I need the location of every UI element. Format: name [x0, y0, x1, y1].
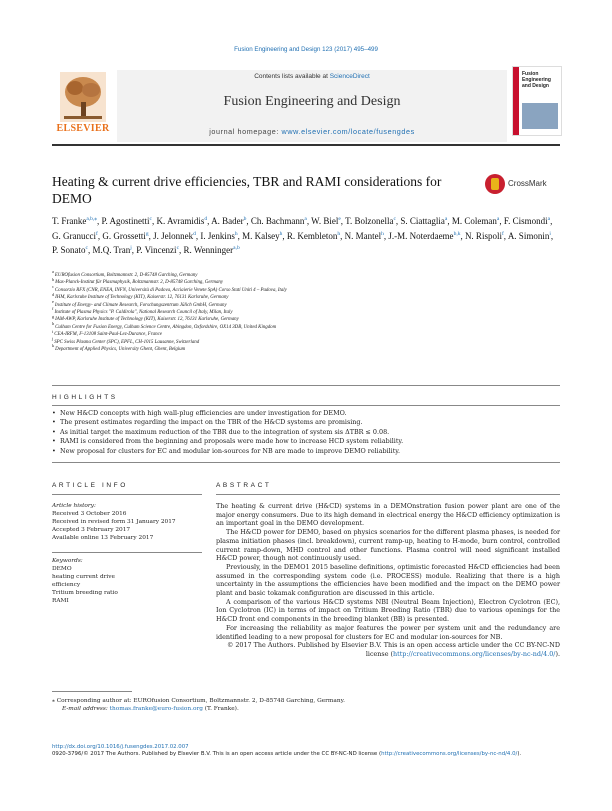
author[interactable] — [251, 216, 307, 226]
author-affiliation-sup[interactable]: a,b — [233, 245, 240, 252]
affiliation-list — [52, 269, 562, 353]
contents-prefix: Contents lists available at — [254, 73, 330, 80]
author-affiliation-sup[interactable]: h — [381, 230, 384, 237]
homepage-line — [117, 127, 507, 136]
journal-cover-thumbnail — [512, 66, 562, 136]
highlights-heading: HIGHLIGHTS — [52, 394, 118, 401]
homepage-link[interactable]: www.elsevier.com/locate/fusengdes — [281, 127, 415, 136]
cover-stripe — [513, 67, 519, 135]
license-close: ). — [555, 649, 560, 658]
author[interactable] — [52, 216, 97, 226]
affiliation — [52, 299, 562, 312]
keyword: heating current drive — [52, 574, 115, 580]
author-name: G. Grossetti — [102, 230, 146, 241]
author-affiliation-sup[interactable]: a — [496, 216, 500, 222]
author[interactable] — [157, 216, 208, 226]
author-name: K. Avramidis — [156, 216, 205, 226]
affiliation-text: IAM-AWP, Karlsruhe Institute of Technology (KIT), Kaiserstr. 12, 76131 Karlsruhe, Germany — [55, 317, 239, 323]
author[interactable] — [287, 231, 340, 241]
bullet-icon: • — [52, 446, 56, 455]
highlight-text: The present estimates regarding the impact on the TBR of the H&CD systems are promising. — [60, 418, 363, 427]
history-online: Available online 13 February 2017 — [52, 535, 154, 541]
email-line — [52, 705, 452, 713]
author-affiliation-sup[interactable]: h — [234, 230, 238, 237]
bullet-icon: • — [52, 409, 56, 417]
highlight-text: RAMI is considered from the beginning and proposals were made how to increase HCD system reliability. — [60, 437, 404, 446]
abstract-license — [216, 641, 560, 658]
author-name: N. Rispoli — [464, 230, 502, 241]
author[interactable] — [200, 231, 237, 241]
author[interactable] — [242, 231, 282, 241]
affiliation-key: g — [52, 313, 55, 319]
author[interactable] — [465, 231, 504, 241]
author-affiliation-sup[interactable]: i — [549, 230, 551, 237]
keywords-rule — [52, 552, 202, 553]
author-affiliation-sup[interactable]: f — [501, 230, 504, 237]
crossmark-button[interactable] — [485, 174, 563, 196]
author-name: A. Bader — [211, 216, 244, 226]
bottom-license-close: ). — [517, 751, 522, 758]
affiliation-text: Department of Applied Physics, University Ghent, Ghent, Belgium — [55, 347, 186, 353]
author-name: M. Coleman — [451, 216, 497, 226]
license-link[interactable]: http://creativecommons.org/licenses/by-nc-nd/4.0/ — [393, 649, 556, 658]
keyword: efficiency — [52, 582, 81, 588]
crossmark-label: CrossMark — [508, 179, 547, 188]
highlight-text: As initial target the maximum reduction of the TBR due to the integration of system sis ΔTBR ≤ 0.08. — [60, 427, 390, 436]
author-affiliation-sup[interactable]: d — [193, 230, 196, 237]
author[interactable] — [153, 231, 196, 241]
highlights-list — [52, 409, 560, 456]
history-label: Article history: — [52, 503, 96, 509]
abstract-body — [216, 502, 560, 659]
affiliation-key: a — [52, 269, 54, 275]
author-name: W. Biel — [311, 216, 339, 226]
abstract-heading: ABSTRACT — [216, 482, 272, 489]
keywords-label: Keywords: — [52, 558, 83, 564]
author[interactable] — [52, 231, 98, 241]
author-affiliation-sup[interactable]: c — [85, 245, 88, 252]
affiliation-key: d — [52, 291, 55, 297]
author-name: R. Kembleton — [286, 230, 338, 241]
affiliation-key: h — [52, 321, 55, 327]
highlights-rule — [52, 405, 560, 406]
abstract-paragraph: Previously, in the DEMO1 2015 baseline definitions, optimistic forecasted H&CD efficiencies had been assumed in the corresponding system code (i.e. PROCESS) module. Realizing that there is a high uncertainty in the assumptions the efficiencies have been modified and the impact on the DEMO power plant and basic tokamak configuration are discussed in this article. — [216, 562, 560, 598]
bullet-icon: • — [52, 437, 56, 446]
bottom-license-link[interactable]: http://creativecommons.org/licenses/by-nc-nd/4.0/ — [381, 751, 518, 758]
article-info-rule — [52, 494, 202, 495]
article-history — [52, 502, 202, 542]
cover-title: Fusion Engineering and Design — [522, 71, 551, 89]
highlight-text: New proposal for clusters for EC and modular ion-sources for NB are made to improve DEMO reliability. — [60, 446, 401, 455]
author[interactable] — [508, 231, 551, 241]
affiliation — [52, 284, 562, 294]
crossmark-icon — [485, 174, 505, 194]
homepage-prefix: journal homepage: — [209, 127, 282, 136]
author-name: Ch. Bachmann — [250, 216, 305, 226]
author-name: R. Wenninger — [183, 245, 234, 256]
author-affiliation-sup[interactable]: a — [304, 216, 307, 222]
author-affiliation-sup[interactable]: c — [176, 245, 180, 252]
header-divider — [52, 144, 560, 146]
abstract-paragraph: For increasing the reliability as major features the power per system unit and the redundancy are identified leading to a new proposal for clusters for EC and modular ion-sources for NB. — [216, 623, 560, 641]
history-accepted: Accepted 3 February 2017 — [52, 527, 131, 533]
affiliation — [52, 269, 562, 279]
author-name: A. Simonin — [507, 230, 550, 241]
article-title: Heating & current drive efficiencies, TBR and RAMI considerations for DEMO — [52, 174, 442, 206]
history-revised: Received in revised form 31 January 2017 — [52, 519, 176, 525]
author-affiliation-sup[interactable]: c — [149, 216, 152, 222]
affiliation-text: Consorzio RFX (CNR, ENEA, INFN, Università di Padova, Acciaierie Venete SpA) Corso Stati Uniti 4 – Padova, Italy — [54, 287, 287, 293]
author[interactable] — [345, 231, 384, 241]
affiliation-text: EUROfusion Consortium, Boltzmannstr. 2, D-85748 Garching, Germany — [54, 273, 198, 278]
affiliation-key: k — [52, 343, 55, 349]
affiliation — [52, 343, 562, 353]
author-affiliation-sup[interactable]: f — [95, 230, 98, 237]
highlight-item — [52, 409, 560, 418]
affiliation — [52, 306, 562, 316]
author-name: T. Bolzonella — [345, 216, 394, 226]
elsevier-tree-icon — [60, 72, 106, 122]
author-name: G. Granucci — [52, 230, 96, 241]
author-name: T. Franke — [52, 216, 87, 226]
author[interactable] — [92, 245, 131, 255]
affiliation — [52, 276, 562, 286]
author[interactable] — [136, 245, 179, 255]
affiliation-key: f — [52, 306, 54, 312]
author[interactable] — [452, 216, 499, 226]
affiliation-key: c — [52, 284, 54, 290]
highlight-item — [52, 447, 560, 456]
keyword: DEMO — [52, 566, 72, 572]
author-name: P. Vincenzi — [136, 245, 177, 256]
author[interactable] — [400, 216, 447, 226]
author-affiliation-sup[interactable]: h — [279, 230, 283, 237]
abstract-paragraph: The H&CD power for DEMO, based on physics scenarios for the different plasma phases, is needed for plasma initiation phases (incl. breakdown), current ramp-up, heating to H-mode, burn control, controlled current ramp-down, MHD control and other functions. Plasma control will need significant installed H&CD power, though not continuously used. — [216, 528, 560, 563]
contents-line — [117, 73, 507, 80]
abstract-paragraph: The heating & current drive (H&CD) systems in a DEMOnstration fusion power plant are one of the major energy consumers. Due to its high demand in electrical energy the H&CD efficiency optimization is an important goal in the DEMO development. — [216, 502, 560, 528]
author-affiliation-sup[interactable]: d — [204, 216, 208, 222]
author-affiliation-sup[interactable]: b,k — [453, 230, 461, 237]
affiliation-key: j — [52, 336, 54, 342]
keyword: Tritium breeding ratio — [52, 590, 118, 596]
author-name: M.Q. Tran — [92, 245, 131, 256]
author-affiliation-sup[interactable]: c — [393, 216, 396, 222]
author-affiliation-sup[interactable]: g — [145, 230, 149, 237]
doi-link[interactable]: http://dx.doi.org/10.1016/j.fusengdes.2017.02.007 — [52, 744, 189, 750]
author-name: P. Agostinetti — [101, 216, 150, 226]
highlight-item — [52, 418, 560, 427]
author-name: I. Jenkins — [200, 230, 235, 241]
journal-header-box — [117, 70, 507, 142]
author-name: S. Ciattaglia — [400, 216, 445, 226]
abstract-rule — [216, 494, 560, 495]
author-name: M. Kalsey — [242, 230, 280, 241]
highlight-item — [52, 428, 560, 437]
author-affiliation-sup[interactable]: a — [547, 216, 551, 222]
history-received: Received 3 October 2016 — [52, 511, 127, 517]
author-name: J.-M. Noterdaeme — [388, 230, 454, 241]
bullet-icon: • — [52, 418, 56, 427]
author-name: P. Sonato — [52, 245, 86, 256]
author[interactable] — [311, 216, 341, 226]
abstract-paragraph: A comparison of the various H&CD systems NBI (Neutral Beam Injection), Electron Cyclotron (EC), Ion Cyclotron (IC) in terms of impact on Tritium Breeding Ratio (TBR) due to various openings for the H&CD front end components in the breeding blanket (BB) is presented. — [216, 597, 560, 624]
highlights-top-rule — [52, 385, 560, 386]
author-affiliation-sup[interactable]: a — [444, 216, 448, 222]
author[interactable] — [102, 216, 152, 226]
article-info-heading: ARTICLE INFO — [52, 482, 128, 489]
sciencedirect-link[interactable]: ScienceDirect — [329, 73, 370, 80]
author[interactable] — [388, 231, 460, 241]
doi-license-block — [52, 744, 562, 759]
affiliation — [52, 328, 562, 338]
author-name: J. Jelonnek — [153, 230, 194, 241]
journal-reference-link[interactable]: Fusion Engineering and Design 123 (2017) 495–499 — [234, 46, 378, 53]
bullet-icon: • — [52, 427, 56, 436]
author[interactable] — [504, 216, 550, 226]
corresponding-author-note: ⁎ Corresponding author at: EUROfusion Consortium, Boltzmannstr. 2, D-85748 Garching, Germany. — [52, 698, 345, 704]
author[interactable] — [102, 231, 148, 241]
email-label: E-mail address: — [62, 706, 108, 713]
affiliation-text: Max-Planck-Institut für Plasmaphysik, Boltzmannstr. 2, D-85748 Garching, Germany — [55, 280, 224, 286]
affiliation-text: CEA-IRFM, F-13108 Saint-Paul-Lez-Durance, France — [54, 332, 162, 338]
author-affiliation-sup[interactable]: a,b,⁎ — [86, 216, 98, 222]
affiliation — [52, 336, 562, 349]
author[interactable] — [52, 245, 88, 255]
affiliation — [52, 291, 562, 301]
author[interactable] — [211, 216, 246, 226]
affiliation-text: Institute of Energy- and Climate Research, Forschungszentrum Jülich GmbH, Germany — [54, 302, 227, 308]
author-affiliation-sup[interactable]: h — [337, 230, 341, 237]
author[interactable] — [184, 245, 240, 255]
cover-image — [522, 103, 558, 129]
bottom-license-line — [52, 751, 562, 758]
affiliation-text: Culham Centre for Fusion Energy, Culham Science Centre, Abingdon, Oxfordshire, OX14 3DB, United Kingdom — [55, 324, 277, 330]
affiliation-key: b — [52, 276, 55, 282]
keywords-block — [52, 557, 202, 605]
keyword: RAMI — [52, 598, 69, 604]
email-link[interactable]: thomas.franke@euro-fusion.org — [109, 706, 203, 713]
author-list: T. Franke$^{a,b,⁎}$, P. Agostinetti$^c$, K. Avramidis$^d$, A. Bader$^b$, Ch. Bachmann$^a$, W. Biel$^e$, T. Bolzonella$^c$, S. Ciattaglia$^a$, M. Coleman$^a$, F. Cismondi$^a$, G. Granucci$^f$, G. Grossetti$^g$, J. Jelonnek$^d$, I. Jenkins$^h$, M. Kalsey$^h$, R. Kembleton$^h$, N. Mantel$^h$, J.-M. Noterdaeme$^{b,k}$, N. Rispoli$^f$, A. Simonin$^i$, P. Sonato$^c$, M.Q. Tran$^j$, P. Vincenzi$^c$, R. Wenninger$^{a,b}$ — [52, 216, 554, 256]
affiliation-text: Institute of Plasma Physics "P. Caldirola", National Research Council of Italy, Milan, Italy — [54, 310, 233, 316]
affiliation — [52, 321, 562, 331]
highlight-item — [52, 437, 560, 446]
author-affiliation-sup[interactable]: b — [243, 216, 247, 222]
footnote-rule — [52, 691, 132, 692]
affiliation-key: i — [52, 328, 54, 334]
affiliation-key: e — [52, 299, 54, 304]
author-affiliation-sup[interactable]: j — [130, 245, 132, 252]
highlight-text: New H&CD concepts with high wall-plug efficiencies are under investigation for DEMO. — [60, 409, 347, 417]
bottom-license-text: 0920-3796/© 2017 The Authors. Published by Elsevier B.V. This is an open access article under the CC BY-NC-ND license ( — [52, 751, 382, 758]
license-text: © 2017 The Authors. Published by Elsevier B.V. This is an open access article under the CC BY-NC-ND license ( — [226, 641, 560, 658]
affiliation-text: SPC Swiss Plasma Center (SPC), EPFL, CH-1015 Lausanne, Switzerland — [54, 339, 200, 345]
elsevier-wordmark: ELSEVIER — [56, 123, 110, 134]
author-name: F. Cismondi — [503, 216, 548, 226]
footnote — [52, 697, 452, 713]
author-name: N. Mantel — [344, 230, 382, 241]
journal-title: Fusion Engineering and Design — [223, 94, 401, 109]
highlights-bottom-rule — [52, 462, 560, 463]
author[interactable] — [345, 216, 396, 226]
affiliation-text: IHM, Karlsruhe Institute of Technology (KIT), Kaiserstr. 12, 76131 Karlsruhe, Germany — [55, 295, 229, 301]
elsevier-logo — [52, 70, 114, 150]
author-affiliation-sup[interactable]: e — [338, 216, 341, 222]
email-suffix: (T. Franke). — [202, 706, 239, 713]
